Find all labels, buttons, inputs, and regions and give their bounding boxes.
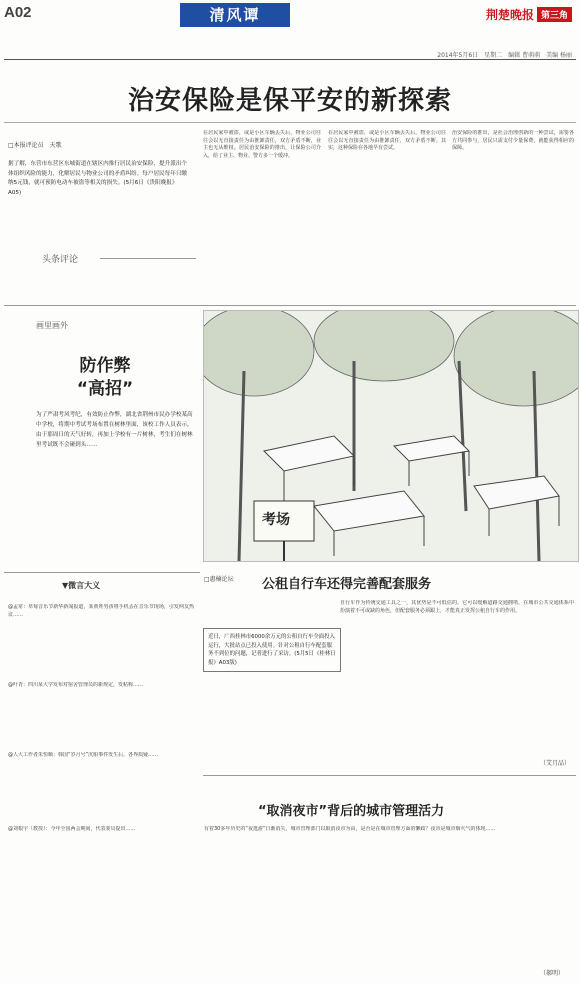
headline-rule [4,122,576,123]
header-rule [4,59,576,60]
article-column-2: 在居民家中被盗，或是小区车辆丢失后，物业公司往往会以无直接责任为由推卸责任，双方矛盾不断。其实，这种保险在各地早有尝试。 [328,130,446,152]
night-top-rule [203,775,576,776]
cartoon-title-line1: 防作弊 [79,356,131,376]
article-column-3: 治安保险的推出，是社会治理创新的一种尝试，需要各方共同参与，居民只需支付少量保费，就能获得相应的保障。 [452,130,574,152]
cartoon-drawing [204,311,578,561]
comment-label: 头条评论 [42,255,79,265]
lead-paragraph: 据了解，东营市东营区东城街道在辖区内推行居民治安保险，提升派出个体组织风险的能力，化解居民与物业公司的矛盾纠纷。每户居民每年只缴纳5元钱，就可预防电动车被盗等相关的损失。(5月6日《贵阳晚报》A05) [8,161,188,196]
sidebar-item-1: @孟常：草莓音乐节新华新闻报道，某黄姓男孩将手机丢在音乐节现场，引发网友热议…… [8,604,194,618]
byline: □本报评论员 天歌 [8,142,62,149]
bike-headline: 公租自行车还得完善配套服务 [262,577,432,592]
section-tab: 清风谭 [180,3,290,27]
cartoon-caption: 为了严肃考风考纪，有效防止作弊，湖北省荆州市民办学校某高中学校，将期中考试考场布置在树林里面，该校工作人员表示，由于那周日的天气好转，再加上学校有一片树林，考生们在树林里考试既不会碰到头…… [36,412,193,448]
sidebar-title: ▼微言大义 [62,581,101,590]
bike-byline: （艾月品） [540,760,571,767]
night-headline: “取消夜市”背后的城市管理活力 [258,804,445,819]
exam-sign-text: 考场 [262,512,290,528]
sidebar-item-3: @人大工作者朱恒顺：韩国“岁月号”沉船事件发生后，各界质疑…… [8,752,159,758]
bike-body: 自行车作为传统交通工具之一，其优势是不可低估的。它可以缓解道路交通拥堵，在城市公共交通体系中扮演着不可或缺的角色，但配套服务必须跟上，才能真正发挥公租自行车的作用。 [340,600,574,614]
night-byline: （郝明） [540,970,565,977]
page-number: A02 [4,4,32,21]
article-column-1: 在居民家中被盗，或是小区车辆丢失后，物业公司往往会以无直接责任为由推卸责任，双方矛盾不断，业主也无从维权。居民治安保险的推出，让保险公司介入，给了业主、物业、警方多一个缓冲。 [203,130,321,159]
main-headline: 治安保险是保平安的新探索 [127,86,452,116]
bike-section-label: □惠楠论坛 [204,576,234,583]
cartoon-illustration [203,310,579,562]
sidebar-item-4: @刘根宇（教授）：今年全国两会期间，代表委员提出…… [8,826,136,832]
night-body: 有着30多年历史的“夜逛游”日渐消失，城市管理部门以取消夜市为由，是否是在城市管理方面的懒政？夜市是城市烟火气的体现…… [204,826,496,832]
comment-rule [100,258,196,259]
cartoon-section-label: 画里画外 [36,321,68,330]
logo-brand: 荆楚晚报 [485,7,534,22]
sidebar-top-rule [4,572,200,573]
dateline: 2014年5月6日 星期二 编辑 曹萌萌 美编 杨丽 [437,52,572,59]
newspaper-logo [486,4,572,24]
bike-summary-box: 近日，广西桂林市6000余万元的公租自行车全面投入运行，大批站点已投入使用。针对公租自行车配套服务不到位的问题，记者进行了采访。(5月5日《桂林日报》A03版) [203,628,341,672]
sidebar-item-2: @叶青：四川某大学发布对宿舍管理员的新规定，发帖称…… [8,682,144,688]
logo-tag: 第三角 [537,7,572,22]
section-divider [4,305,576,306]
cartoon-title-line2: “高招” [76,379,134,399]
